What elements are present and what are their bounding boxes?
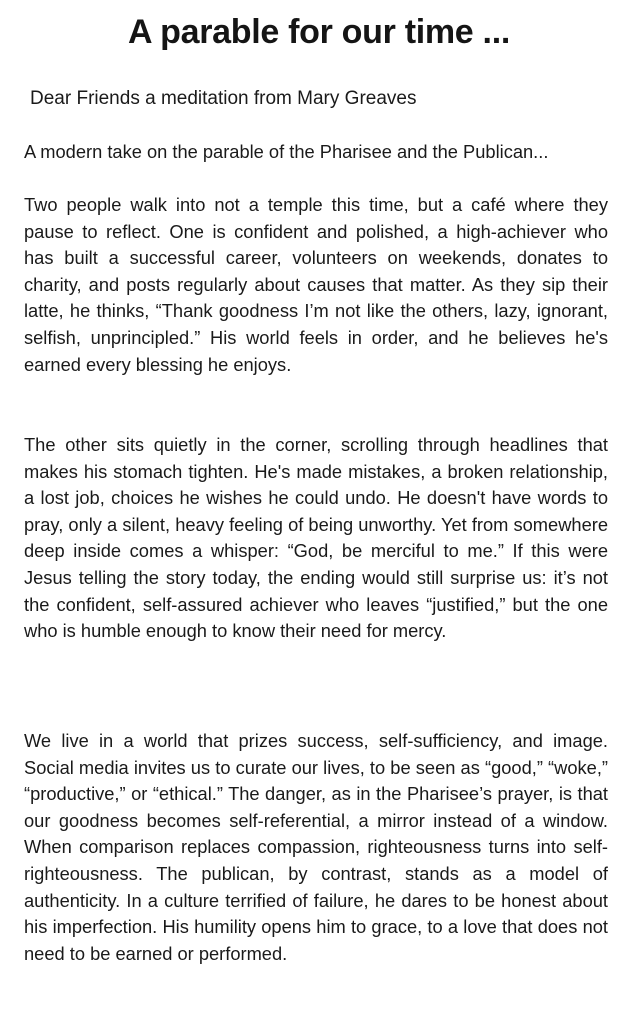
paragraph-1: Two people walk into not a temple this time, but a café where they pause to reflect. One is confident and polished, a high-achiever who has built a successful career, volunteers on weekends, donates to charity, and posts regularly about causes that matter. As they sip their latte, he thinks, “Thank goodness I’m not like the others, lazy, ignorant, selfish, unprincipled.” His world feels in order, and he believes he's earned every blessing he enjoys. (24, 194, 608, 375)
author-line: Dear Friends a meditation from Mary Greaves (30, 88, 417, 109)
page-title: A parable for our time ... (127, 13, 510, 51)
paragraph-2: The other sits quietly in the corner, scrolling through headlines that makes his stomach tighten. He's made mistakes, a broken relationship, a lost job, choices he wishes he could undo. He doesn't have words to pray, only a silent, heavy feeling of being unworthy. Yet from somewhere deep inside comes a whisper: “God, be merciful to me.” If this were Jesus telling the story today, the ending would still surprise us: it’s not the confident, self-assured achiever who leaves “justified,” but the one who is humble enough to know their need for mercy. (24, 434, 608, 642)
intro-paragraph: A modern take on the parable of the Pharisee and the Publican... (24, 141, 549, 162)
paragraph-3: We live in a world that prizes success, self-sufficiency, and image. Social media invites us to curate our lives, to be seen as “good,” “woke,” “productive,” or “ethical.” The danger, as in the Pharisee’s prayer, is that our goodness becomes self-referential, a mirror instead of a window. When comparison replaces compassion, righteousness turns into self-righteousness. The publican, by contrast, stands as a model of authenticity. In a culture terrified of failure, he dares to be honest about his imperfection. His humility opens him to grace, to a love that does not need to be earned or performed. (24, 730, 608, 964)
